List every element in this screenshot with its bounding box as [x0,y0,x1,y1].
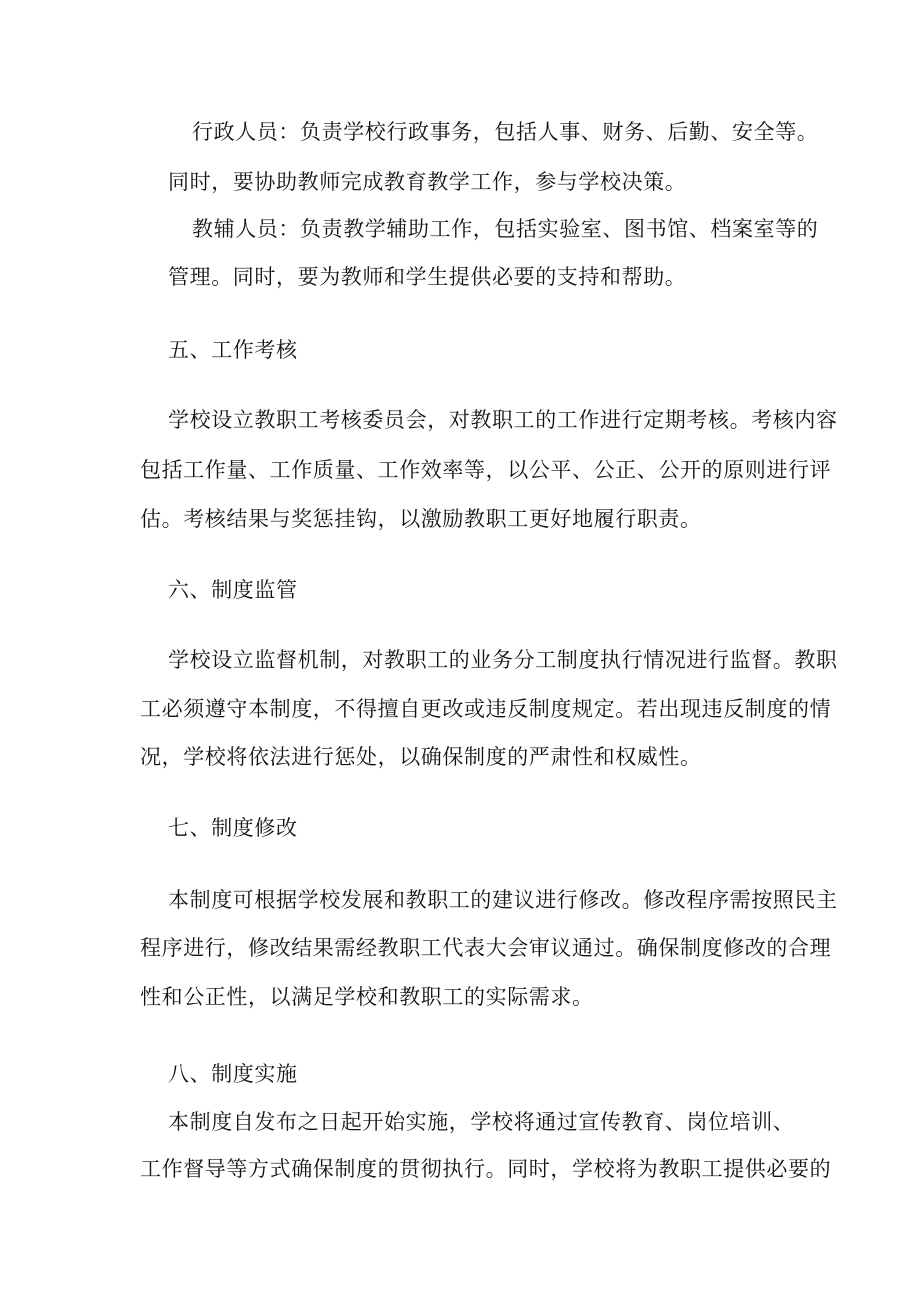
section-8-line-2: 工作督导等方式确保制度的贯彻执行。同时，学校将为教职工提供必要的 [140,1157,832,1181]
section-7-heading: 七、制度修改 [168,816,298,840]
admin-staff-line-1: 行政人员：负责学校行政事务，包括人事、财务、后勤、安全等。 [192,120,819,144]
section-7-line-3: 性和公正性，以满足学校和教职工的实际需求。 [140,985,594,1009]
admin-staff-line-2: 同时，要协助教师完成教育教学工作，参与学校决策。 [168,170,687,194]
section-6-line-3: 况，学校将依法进行惩处，以确保制度的严肃性和权威性。 [140,745,702,769]
section-7-line-2: 程序进行，修改结果需经教职工代表大会审议通过。确保制度修改的合理 [140,936,832,960]
section-5-line-2: 包括工作量、工作质量、工作效率等，以公平、公正、公开的原则进行评 [140,458,832,482]
support-staff-line-1: 教辅人员：负责教学辅助工作，包括实验室、图书馆、档案室等的 [192,217,819,241]
support-staff-line-2: 管理。同时，要为教师和学生提供必要的支持和帮助。 [168,265,687,289]
section-8-heading: 八、制度实施 [168,1062,298,1086]
section-5-line-1: 学校设立教职工考核委员会，对教职工的工作进行定期考核。考核内容 [168,408,838,432]
section-5-line-3: 估。考核结果与奖惩挂钩，以激励教职工更好地履行职责。 [140,507,702,531]
section-6-line-1: 学校设立监督机制，对教职工的业务分工制度执行情况进行监督。教职 [168,648,838,672]
section-6-heading: 六、制度监管 [168,578,298,602]
section-6-line-2: 工必须遵守本制度，不得擅自更改或违反制度规定。若出现违反制度的情 [140,697,832,721]
section-7-line-1: 本制度可根据学校发展和教职工的建议进行修改。修改程序需按照民主 [168,888,838,912]
section-8-line-1: 本制度自发布之日起开始实施，学校将通过宣传教育、岗位培训、 [168,1110,795,1134]
section-5-heading: 五、工作考核 [168,338,298,362]
